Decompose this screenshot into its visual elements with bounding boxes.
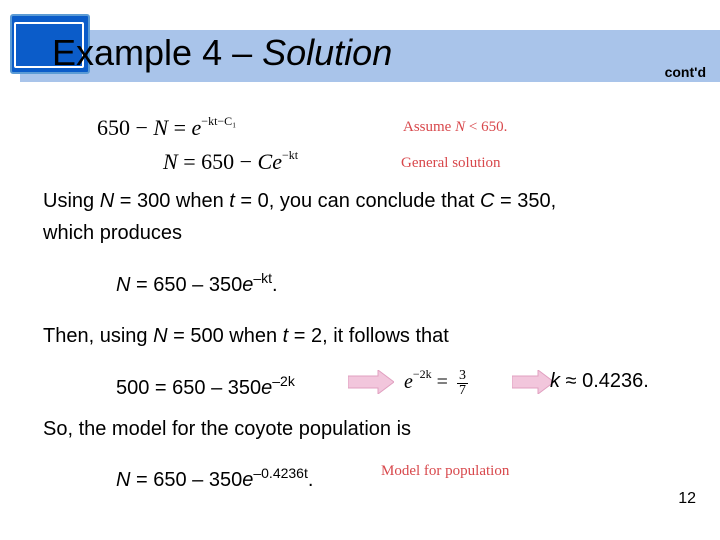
eq1-note-rest: < 650. [465,119,508,135]
right-arrow-icon [348,370,394,394]
result-k: k [550,370,560,392]
line4-a: Then, using [43,325,154,347]
mid-exp: −2k [412,367,432,381]
eq1-note-text: Assume [403,119,456,135]
title-main: Example 4 – [52,32,263,73]
line1-a: Using [43,190,100,212]
body-line-4 [43,320,449,352]
fraction-3-7 [457,369,468,398]
eq1-note [403,119,507,136]
frac-num: 3 [458,367,466,383]
title-italic: Solution [262,32,393,73]
line3-exp: –kt [253,270,273,286]
eq2-c: C [257,149,273,174]
eq2-var: N [163,149,178,174]
line4-c: = 2, it follows that [288,325,449,347]
line1-c: = 0, you can conclude that [234,190,480,212]
equation-1 [97,114,236,141]
line4-t: t [282,325,289,347]
line4-b: = 500 when [167,325,283,347]
line1-b: = 300 when [114,190,230,212]
continued-label: cont'd [664,64,706,80]
body-line-3 [116,262,278,301]
line3-end: . [272,274,278,296]
line3-e: e [242,274,254,296]
eq1-left: 650 − [97,115,154,140]
line7-a: = 650 – 350 [130,469,243,491]
mid-e: e [404,371,413,393]
line3-a: = 650 – 350 [130,274,243,296]
slide-title [52,32,392,74]
body-line-7 [116,457,313,496]
line7-note: Model for population [381,463,510,479]
result-rest: ≈ 0.4236. [560,370,649,392]
line7-n: N [116,469,131,491]
line7-e: e [242,469,254,491]
page-number: 12 [678,490,696,507]
eq2-mid: = 650 − [177,149,258,174]
line5-result [550,365,649,397]
line3-n: N [116,274,131,296]
body-line-5 [116,365,295,404]
equation-2 [163,148,298,175]
eq1-mid: = [168,115,192,140]
line1-cvar: C [479,190,495,212]
line5-a: 500 = 650 – 350 [116,377,262,399]
eq1-var: N [153,115,169,140]
frac-den: 7 [458,382,466,398]
body-line-2: which produces [43,222,182,244]
body-line-6: So, the model for the coyote population is [43,418,412,440]
line5-exp: –2k [272,373,295,389]
eq2-e: e [272,149,282,174]
line1-t: t [229,190,235,212]
eq1-e: e [191,115,202,140]
line5-e: e [261,377,273,399]
line5-middle-equation [404,367,468,398]
line1-d: = 350, [494,190,557,212]
right-arrow-icon [512,370,554,394]
eq2-exponent: −kt [281,148,299,162]
body-line-1 [43,185,556,217]
line4-n: N [153,325,168,347]
line7-end: . [307,469,314,491]
line7-exp: –0.4236t [253,465,308,481]
eq1-exponent: −kt−C₁ [201,114,237,128]
eq1-note-var: N [455,119,466,135]
line1-n: N [99,190,115,212]
eq2-note: General solution [401,155,501,171]
mid-eq: = [431,371,453,393]
